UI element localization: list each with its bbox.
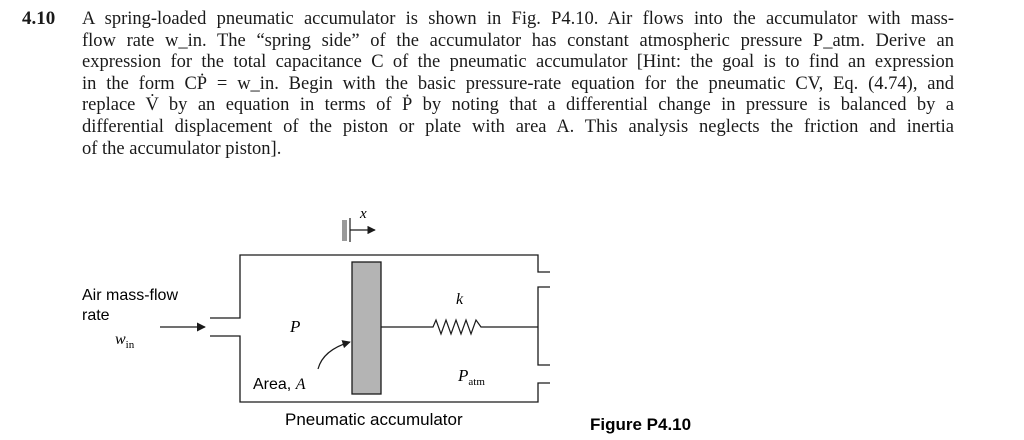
problem-line-5: replace V̇ by an equation in terms of Ṗ by noting that a differential change in pressure is balanced by a: [82, 95, 954, 116]
problem-line-3: expression for the total capacitance C of the pneumatic accumulator [Hint: the goal is to find an expression: [82, 52, 954, 73]
inflow-label-line-1: Air mass-flow: [82, 287, 179, 304]
housing-right-wall: [538, 287, 550, 365]
displacement-label: x: [360, 206, 367, 222]
problem-number: 4.10: [22, 8, 56, 29]
inflow: [82, 287, 205, 351]
area-arrow: [318, 342, 350, 369]
atmospheric-pressure-label: $P_{atm}$: [458, 366, 485, 388]
problem-line-1: A spring-loaded pneumatic accumulator is shown in Fig. P4.10. Air flows into the accumulator with mass-: [82, 9, 954, 29]
piston-plate: [352, 262, 381, 394]
problem-line-7: of the accumulator piston].: [82, 138, 282, 159]
displacement-reference-bar: [342, 220, 347, 241]
problem-line-6: differential displacement of the piston or plate with area A. This analysis neglects the friction and inertia: [82, 116, 954, 137]
problem-line-2: flow rate w_in. The “spring side” of the accumulator has constant atmospheric pressure P_atm. Derive an: [82, 30, 954, 51]
figure-caption: Pneumatic accumulator: [285, 410, 463, 429]
spring-constant-label: k: [456, 291, 464, 308]
displacement-indicator: [342, 206, 375, 242]
figure-number-label: Figure P4.10: [590, 415, 692, 434]
problem-line-4: in the form CṖ = w_in. Begin with the basic pressure-rate equation for the pneumatic CV, Eq. (4.74), and: [82, 73, 954, 94]
w-in-symbol: $w_{in}$: [115, 331, 135, 351]
inflow-label-line-2: rate: [82, 307, 110, 324]
spring: [381, 291, 538, 334]
pressure-label: P: [290, 317, 301, 336]
spring-coil: [381, 320, 538, 334]
area-label: Area, A: [253, 376, 306, 393]
